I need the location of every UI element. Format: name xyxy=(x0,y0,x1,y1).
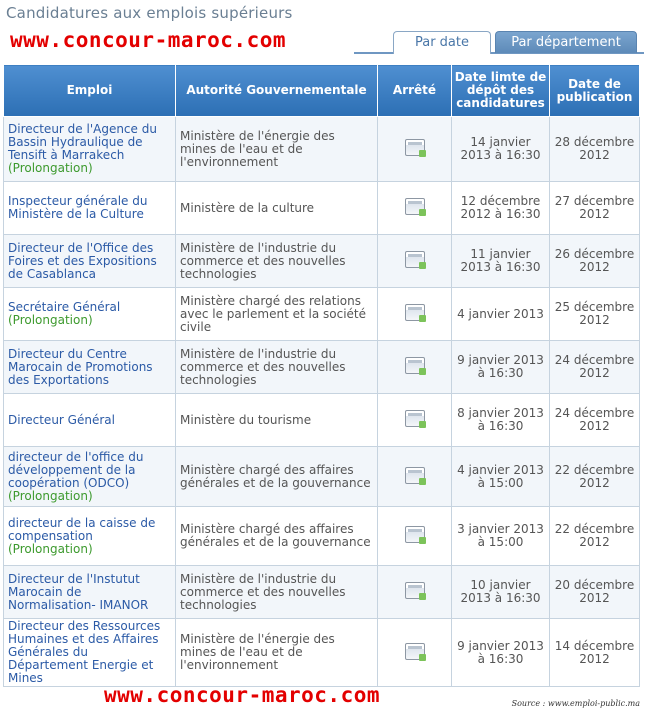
cell-date-limite: 12 décembre 2012 à 16:30 xyxy=(452,182,550,235)
cell-arrete xyxy=(378,507,452,566)
cell-date-publication: 24 décembre 2012 xyxy=(550,341,640,394)
cell-emploi[interactable] xyxy=(4,619,176,687)
cell-autorite: Ministère de l'industrie du commerce et des nouvelles technologies xyxy=(176,566,378,619)
cell-autorite: Ministère chargé des relations avec le parlement et la société civile xyxy=(176,288,378,341)
cell-arrete xyxy=(378,394,452,447)
cell-autorite: Ministère chargé des affaires générales et de la gouvernance xyxy=(176,507,378,566)
col-header-date-limite: Date limte de dépôt des candidatures xyxy=(452,65,550,117)
cell-emploi[interactable] xyxy=(4,182,176,235)
cell-arrete xyxy=(378,288,452,341)
cell-arrete xyxy=(378,447,452,507)
tab-par-date[interactable]: Par date xyxy=(393,31,491,54)
cell-date-publication: 20 décembre 2012 xyxy=(550,566,640,619)
page-title: Candidatures aux emplois supérieurs xyxy=(6,4,293,22)
emploi-link[interactable]: Directeur Général xyxy=(8,412,115,427)
cell-date-publication: 14 décembre 2012 xyxy=(550,619,640,687)
prolongation-note: (Prolongation) xyxy=(8,541,93,556)
table-row xyxy=(4,341,640,394)
cell-date-limite: 10 janvier 2013 à 16:30 xyxy=(452,566,550,619)
cell-date-publication: 25 décembre 2012 xyxy=(550,288,640,341)
cell-arrete xyxy=(378,341,452,394)
document-icon[interactable] xyxy=(405,198,425,215)
emploi-link[interactable]: Directeur de l'Office des Foires et des Expositions de Casablanca xyxy=(8,240,157,281)
cell-emploi[interactable] xyxy=(4,447,176,507)
prolongation-note: (Prolongation) xyxy=(8,313,93,327)
cell-date-limite: 9 janvier 2013 à 16:30 xyxy=(452,341,550,394)
cell-date-publication: 22 décembre 2012 xyxy=(550,447,640,507)
cell-autorite: Ministère de la culture xyxy=(176,182,378,235)
cell-emploi[interactable] xyxy=(4,117,176,182)
emploi-link[interactable]: Directeur de l'Instutut Marocain de Normalisation- IMANOR xyxy=(8,571,149,612)
emploi-link[interactable]: Inspecteur générale du Ministère de la Culture xyxy=(8,194,148,221)
cell-autorite: Ministère de l'industrie du commerce et des nouvelles technologies xyxy=(176,235,378,288)
cell-emploi[interactable] xyxy=(4,235,176,288)
cell-emploi[interactable] xyxy=(4,394,176,447)
table-row xyxy=(4,288,640,341)
jobs-table xyxy=(3,64,640,687)
emploi-link[interactable]: Directeur des Ressources Humaines et des Affaires Générales du Département Energie et Mines xyxy=(8,619,161,685)
table-row xyxy=(4,447,640,507)
cell-date-publication: 28 décembre 2012 xyxy=(550,117,640,182)
cell-autorite: Ministère du tourisme xyxy=(176,394,378,447)
prolongation-note: (Prolongation) xyxy=(8,488,93,503)
col-header-emploi: Emploi xyxy=(4,65,176,117)
document-icon[interactable] xyxy=(405,410,425,427)
cell-arrete xyxy=(378,566,452,619)
cell-date-limite: 4 janvier 2013 xyxy=(452,288,550,341)
table-row xyxy=(4,117,640,182)
emploi-link[interactable]: directeur de l'office du développement de la coopération (ODCO) xyxy=(8,449,144,490)
table-row xyxy=(4,182,640,235)
cell-autorite: Ministère chargé des affaires générales et de la gouvernance xyxy=(176,447,378,507)
cell-date-limite: 8 janvier 2013 à 16:30 xyxy=(452,394,550,447)
cell-emploi[interactable] xyxy=(4,566,176,619)
cell-date-publication: 26 décembre 2012 xyxy=(550,235,640,288)
cell-arrete xyxy=(378,182,452,235)
watermark-top: www.concour-maroc.com xyxy=(10,28,287,52)
source-note: Source : www.emploi-public.ma xyxy=(511,699,640,708)
cell-arrete xyxy=(378,235,452,288)
cell-date-limite: 11 janvier 2013 à 16:30 xyxy=(452,235,550,288)
cell-autorite: Ministère de l'énergie des mines de l'eau et de l'environnement xyxy=(176,619,378,687)
table-row xyxy=(4,235,640,288)
col-header-arrete: Arrêté xyxy=(378,65,452,117)
watermark-bottom: www.concour-maroc.com xyxy=(104,683,381,707)
document-icon[interactable] xyxy=(405,251,425,268)
prolongation-note: (Prolongation) xyxy=(8,161,93,175)
cell-date-publication: 24 décembre 2012 xyxy=(550,394,640,447)
col-header-date-publication: Date de publication xyxy=(550,65,640,117)
cell-arrete xyxy=(378,117,452,182)
emploi-link[interactable]: Secrétaire Général xyxy=(8,300,121,314)
cell-date-limite: 9 janvier 2013 à 16:30 xyxy=(452,619,550,687)
cell-emploi[interactable] xyxy=(4,288,176,341)
document-icon[interactable] xyxy=(405,304,425,321)
col-header-autorite: Autorité Gouvernementale xyxy=(176,65,378,117)
cell-date-publication: 22 décembre 2012 xyxy=(550,507,640,566)
emploi-link[interactable]: Directeur de l'Agence du Bassin Hydraulique de Tensift à Marrakech xyxy=(8,122,157,162)
cell-autorite: Ministère de l'énergie des mines de l'eau et de l'environnement xyxy=(176,117,378,182)
cell-date-limite: 4 janvier 2013 à 15:00 xyxy=(452,447,550,507)
table-row xyxy=(4,507,640,566)
cell-emploi[interactable] xyxy=(4,341,176,394)
document-icon[interactable] xyxy=(405,139,425,156)
cell-date-publication: 27 décembre 2012 xyxy=(550,182,640,235)
table-header-row xyxy=(4,65,640,117)
document-icon[interactable] xyxy=(405,643,425,660)
emploi-link[interactable]: Directeur du Centre Marocain de Promotions des Exportations xyxy=(8,346,153,387)
cell-emploi[interactable] xyxy=(4,507,176,566)
cell-autorite: Ministère de l'industrie du commerce et des nouvelles technologies xyxy=(176,341,378,394)
table-row xyxy=(4,566,640,619)
tab-par-departement[interactable]: Par département xyxy=(495,31,637,53)
cell-date-limite: 14 janvier 2013 à 16:30 xyxy=(452,117,550,182)
cell-arrete xyxy=(378,619,452,687)
document-icon[interactable] xyxy=(405,357,425,374)
emploi-link[interactable]: directeur de la caisse de compensation xyxy=(8,515,156,543)
table-row xyxy=(4,394,640,447)
document-icon[interactable] xyxy=(405,526,425,543)
cell-date-limite: 3 janvier 2013 à 15:00 xyxy=(452,507,550,566)
document-icon[interactable] xyxy=(405,582,425,599)
table-row xyxy=(4,619,640,687)
document-icon[interactable] xyxy=(405,467,425,484)
